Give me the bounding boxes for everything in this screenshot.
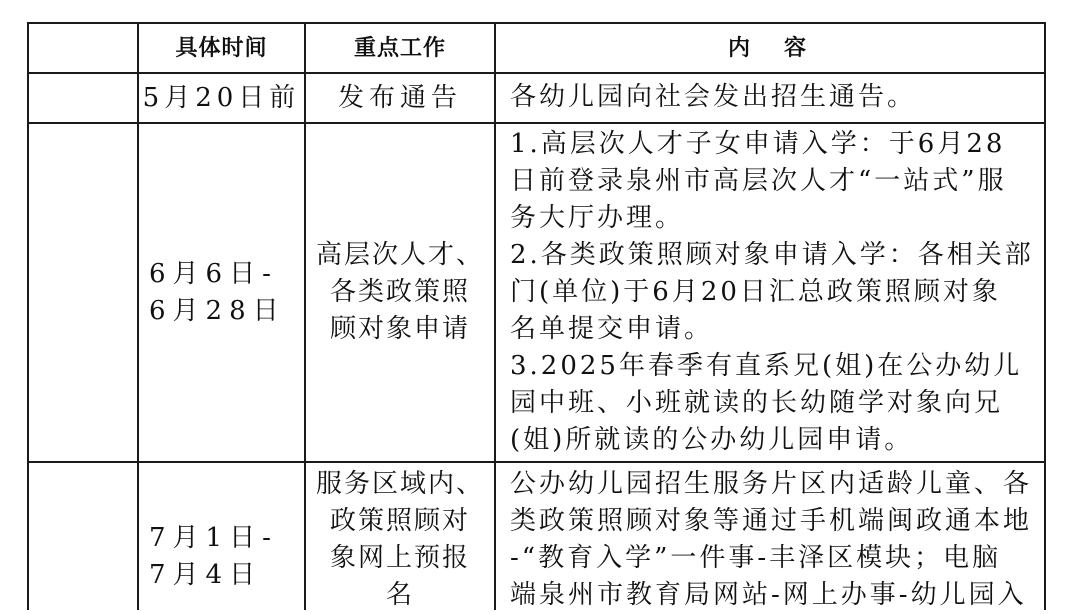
header-time: 具体时间 — [175, 35, 268, 61]
row1-content: 各幼儿园向社会发出招生通告。 — [510, 82, 917, 112]
row1-work: 发布通告 — [337, 82, 462, 113]
header-content: 内 容 — [727, 35, 812, 61]
row2-content: 1.高层次人才子女申请入学：于6月28 日前登录泉州市高层次人才“一站式”服 务大厅办理。 2.各类政策照顾对象申请入学：各相关部 门(单位)于6月20日汇总政策照顾对象 名单提交申请。 3.2025年春季有直系兄(姐)在公办幼儿 园中班、小班就读的长幼随学对象向兄 (姐)所就读的公办幼儿园申请。 — [510, 129, 1034, 455]
row2-bottom-border — [27, 461, 1046, 463]
row3-work: 服务区域内、 政策照顾对 象网上预报 名 — [315, 469, 484, 610]
row3-content: 公办幼儿园招生服务片区内适龄儿童、各 类政策照顾对象等通过手机端闽政通本地 -“教育入学”一件事-丰泽区模块；电脑 端泉州市教育局网站-网上办事-幼儿园入 — [510, 469, 1033, 610]
row2-time: 6月6日- 6月28日 — [149, 258, 286, 326]
row1-time: 5月20日前 — [142, 82, 301, 113]
row2-work: 高层次人才、 各类政策照 顾对象申请 — [315, 240, 484, 344]
table-right-border — [1044, 22, 1046, 610]
table-left-border — [27, 22, 29, 610]
header-work: 重点工作 — [353, 35, 446, 61]
row3-time: 7月1日- 7月4日 — [149, 523, 278, 590]
